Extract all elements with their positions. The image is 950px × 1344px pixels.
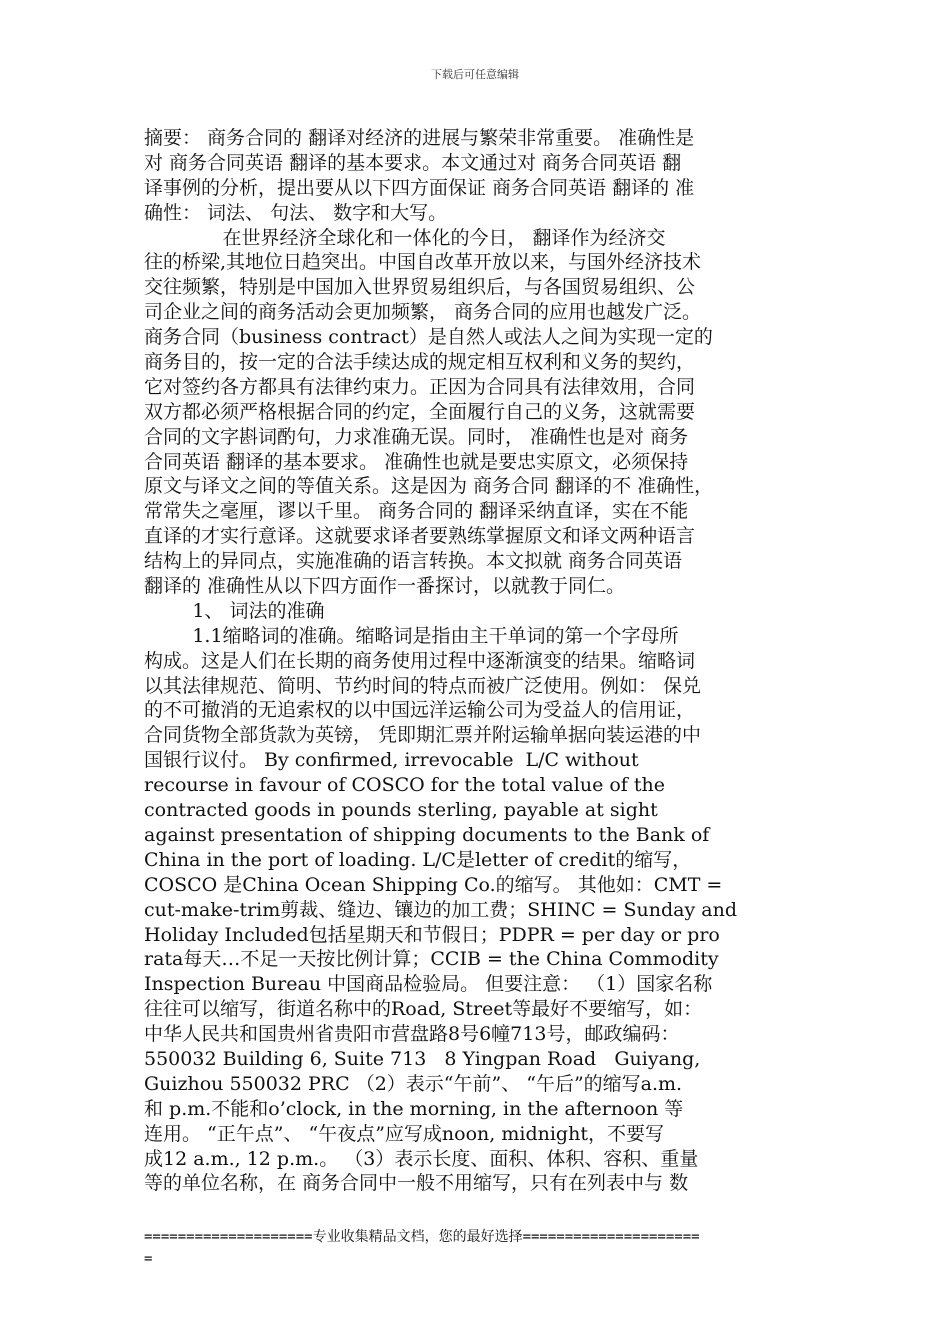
document-body [144,126,816,1196]
body-line: 合同英语 翻译的基本要求。 准确性也就是要忠实原文，必须保持 [144,450,689,473]
body-line: 合同的文字斟词酌句，力求准确无误。同时， 准确性也是对 商务 [144,425,689,448]
body-line: 550032 Building 6, Suite 713 8 Yingpan Road Guiyang, [144,1047,701,1070]
body-line: 双方都必须严格根据合同的约定，全面履行自己的义务，这就需要 [144,400,696,423]
body-line: contracted goods in pounds sterling, payable at sight [144,799,658,822]
body-line: 商务目的，按一定的合法手续达成的规定相互权利和义务的契约， [144,351,696,374]
footer-line: ====================专业收集精品文档，您的最好选择===================== [144,1229,700,1245]
body-line: 1.1缩略词的准确。缩略词是指由主干单词的第一个字母所 [144,624,679,647]
body-line: 翻译的 准确性从以下四方面作一番探讨，以就教于同仁。 [144,575,626,598]
body-line: 摘要： 商务合同的 翻译对经济的进展与繁荣非常重要。 准确性是 [144,127,695,149]
body-line: 以其法律规范、简明、节约时间的特点而被广泛使用。例如： 保兑 [144,674,702,697]
body-line: 在世界经济全球化和一体化的今日， 翻译作为经济交 [144,226,666,249]
body-line: 商务合同（business contract）是自然人或法人之间为实现一定的 [144,326,713,349]
body-line: 对 商务合同英语 翻译的基本要求。本文通过对 商务合同英语 翻 [144,151,682,174]
body-line: 原文与译文之间的等值关系。这是因为 商务合同 翻译的不 准确性， [144,475,714,498]
body-line: 往往可以缩写，街道名称中的Road, Street等最好不要缩写，如： [144,998,703,1021]
body-line: China in the port of loading. L/C是letter of credit的缩写， [144,848,692,871]
section-heading: 1、 词法的准确 [144,599,325,622]
body-line: 常常失之毫厘，谬以千里。 商务合同的 翻译采纳直译，实在不能 [144,500,689,523]
body-line: 确性： 词法、 句法、 数字和大写。 [144,201,448,224]
body-line: 它对签约各方都具有法律约束力。正因为合同具有法律效用，合同 [144,375,696,398]
body-line: 成12 a.m., 12 p.m.。 （3）表示长度、面积、体积、容积、重量 [144,1147,699,1170]
page-footer [144,1226,824,1270]
body-line: 结构上的异同点，实施准确的语言转换。本文拟就 商务合同英语 [144,550,683,573]
body-line: 中华人民共和国贵州省贵阳市营盘路8号6幢713号，邮政编码： [144,1023,680,1046]
body-line: 和 p.m.不能和o’clock, in the morning, in the afternoon 等 [144,1097,684,1120]
body-line: 直译的才实行意译。这就要求译者要熟练掌握原文和译文两种语言 [144,525,696,548]
body-line: 国银行议付。 By confirmed, irrevocable L/C without [144,749,639,772]
body-line: 译事例的分析，提出要从以下四方面保证 商务合同英语 翻译的 准 [144,176,695,199]
body-line: Inspection Bureau 中国商品检验局。 但要注意： （1）国家名称 [144,973,713,996]
body-line: 连用。 “正午点”、 “午夜点”应写成noon, midnight，不要写 [144,1122,664,1145]
body-line: recourse in favour of COSCO for the total value of the [144,774,665,797]
body-line: Holiday Included包括星期天和节假日；PDPR = per day or pro [144,923,720,946]
body-line: 的不可撤消的无追索权的以中国远洋运输公司为受益人的信用证， [144,699,696,722]
body-line: 往的桥梁,其地位日趋突出。中国自改革开放以来，与国外经济技术 [144,251,702,274]
body-line: 司企业之间的商务活动会更加频繁， 商务合同的应用也越发广泛。 [144,301,702,324]
body-line: 等的单位名称，在 商务合同中一般不用缩写，只有在列表中与 数 [144,1172,689,1195]
body-line: 构成。这是人们在长期的商务使用过程中逐渐演变的结果。缩略词 [144,649,696,672]
body-line: COSCO 是China Ocean Shipping Co.的缩写。 其他如：CMT = [144,873,723,896]
body-line: Guizhou 550032 PRC （2）表示“午前”、 “午后”的缩写a.m. [144,1072,683,1095]
page-header: 下载后可任意编辑 [431,68,519,81]
body-line: against presentation of shipping documents to the Bank of [144,823,710,846]
footer-line: = [144,1251,153,1267]
body-line: 交往频繁，特别是中国加入世界贸易组织后，与各国贸易组织、公 [144,276,696,299]
body-line: 合同货物全部货款为英镑， 凭即期汇票并附运输单据向装运港的中 [144,724,702,747]
body-line: rata每天…不足一天按比例计算；CCIB = the China Commodity [144,948,719,971]
body-line: cut-make-trim剪裁、缝边、镶边的加工费；SHINC = Sunday and [144,898,737,921]
